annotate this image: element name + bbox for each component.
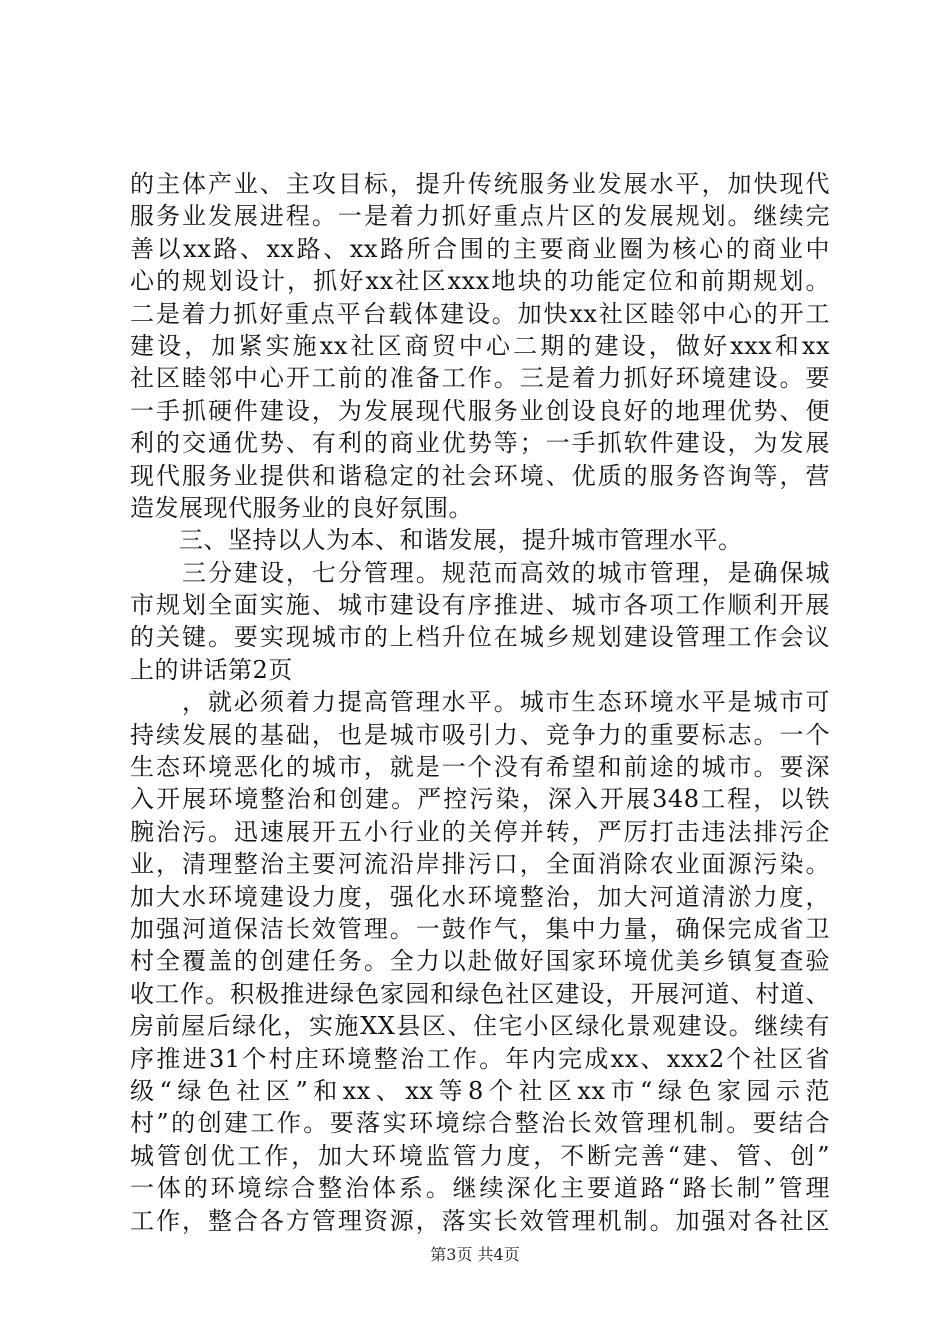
text-line: 入开展环境整治和创建。严控污染，深入开展348工程，以铁 [130,785,830,814]
text-line: 造发展现代服务业的良好氛围。 [130,493,473,522]
page-footer: 第3页 共4页 [430,1245,520,1264]
text-line: 腕治污。迅速展开五小行业的关停并转，严厉打击违法排污企 [130,817,830,846]
text-line: 三分建设，七分管理。规范而高效的城市管理，是确保城 [130,558,830,587]
text-line: 工作，整合各方管理资源，落实长效管理机制。加强对各社区 [130,1206,830,1235]
text-line: 利的交通优势、有利的商业优势等；一手抓软件建设，为发展 [130,429,830,458]
text-line: ，就必须着力提高管理水平。城市生态环境水平是城市可 [130,688,830,717]
text-line: 一手抓硬件建设，为发展现代服务业创设良好的地理优势、便 [130,396,830,425]
text-line: 加大水环境建设力度，强化水环境整治，加大河道清淤力度， [130,882,830,911]
text-line: 服务业发展进程。一是着力抓好重点片区的发展规划。继续完 [130,202,830,231]
text-line: 善以xx路、xx路、xx路所合围的主要商业圈为核心的商业中 [130,234,830,263]
text-line: 心的规划设计，抓好xx社区xxx地块的功能定位和前期规划。 [130,267,830,296]
text-line: 现代服务业提供和谐稳定的社会环境、优质的服务咨询等，营 [130,461,830,490]
document-body [130,168,830,1237]
text-line: 的主体产业、主攻目标，提升传统服务业发展水平，加快现代 [130,170,830,198]
text-line: 社区睦邻中心开工前的准备工作。三是着力抓好环境建设。要 [130,364,830,393]
text-line: 三、坚持以人为本、和谐发展，提升城市管理水平。 [130,526,743,555]
text-line: 市规划全面实施、城市建设有序推进、城市各项工作顺利开展 [130,591,830,620]
text-line: 房前屋后绿化，实施XX县区、住宅小区绿化景观建设。继续有 [130,1012,830,1041]
text-line: 上的讲话第2页 [130,655,293,684]
text-line: 的关键。要实现城市的上档升位在城乡规划建设管理工作会议 [130,623,830,652]
text-line: 村”的创建工作。要落实环境综合整治长效管理机制。要结合 [130,1109,830,1138]
text-line: 二是着力抓好重点平台载体建设。加快xx社区睦邻中心的开工 [130,299,830,328]
text-line: 一体的环境综合整治体系。继续深化主要道路“路长制”管理 [130,1174,830,1203]
text-line: 生态环境恶化的城市，就是一个没有希望和前途的城市。要深 [130,753,830,782]
text-line: 建设，加紧实施xx社区商贸中心二期的建设，做好xxx和xx [130,331,830,360]
text-line: 加强河道保洁长效管理。一鼓作气，集中力量，确保完成省卫 [130,914,830,943]
text-line: 村全覆盖的创建任务。全力以赴做好国家环境优美乡镇复查验 [130,947,830,976]
text-line: 级“绿色社区”和xx、xx等8个社区xx市“绿色家园示范 [130,1076,830,1105]
text-line: 序推进31个村庄环境整治工作。年内完成xx、xxx2个社区省 [130,1044,830,1073]
text-line: 城管创优工作，加大环境监管力度，不断完善“建、管、创” [130,1141,830,1170]
text-line: 业，清理整治主要河流沿岸排污口，全面消除农业面源污染。 [130,850,830,879]
text-line: 收工作。积极推进绿色家园和绿色社区建设，开展河道、村道、 [130,979,830,1008]
text-line: 持续发展的基础，也是城市吸引力、竞争力的重要标志。一个 [130,720,830,749]
